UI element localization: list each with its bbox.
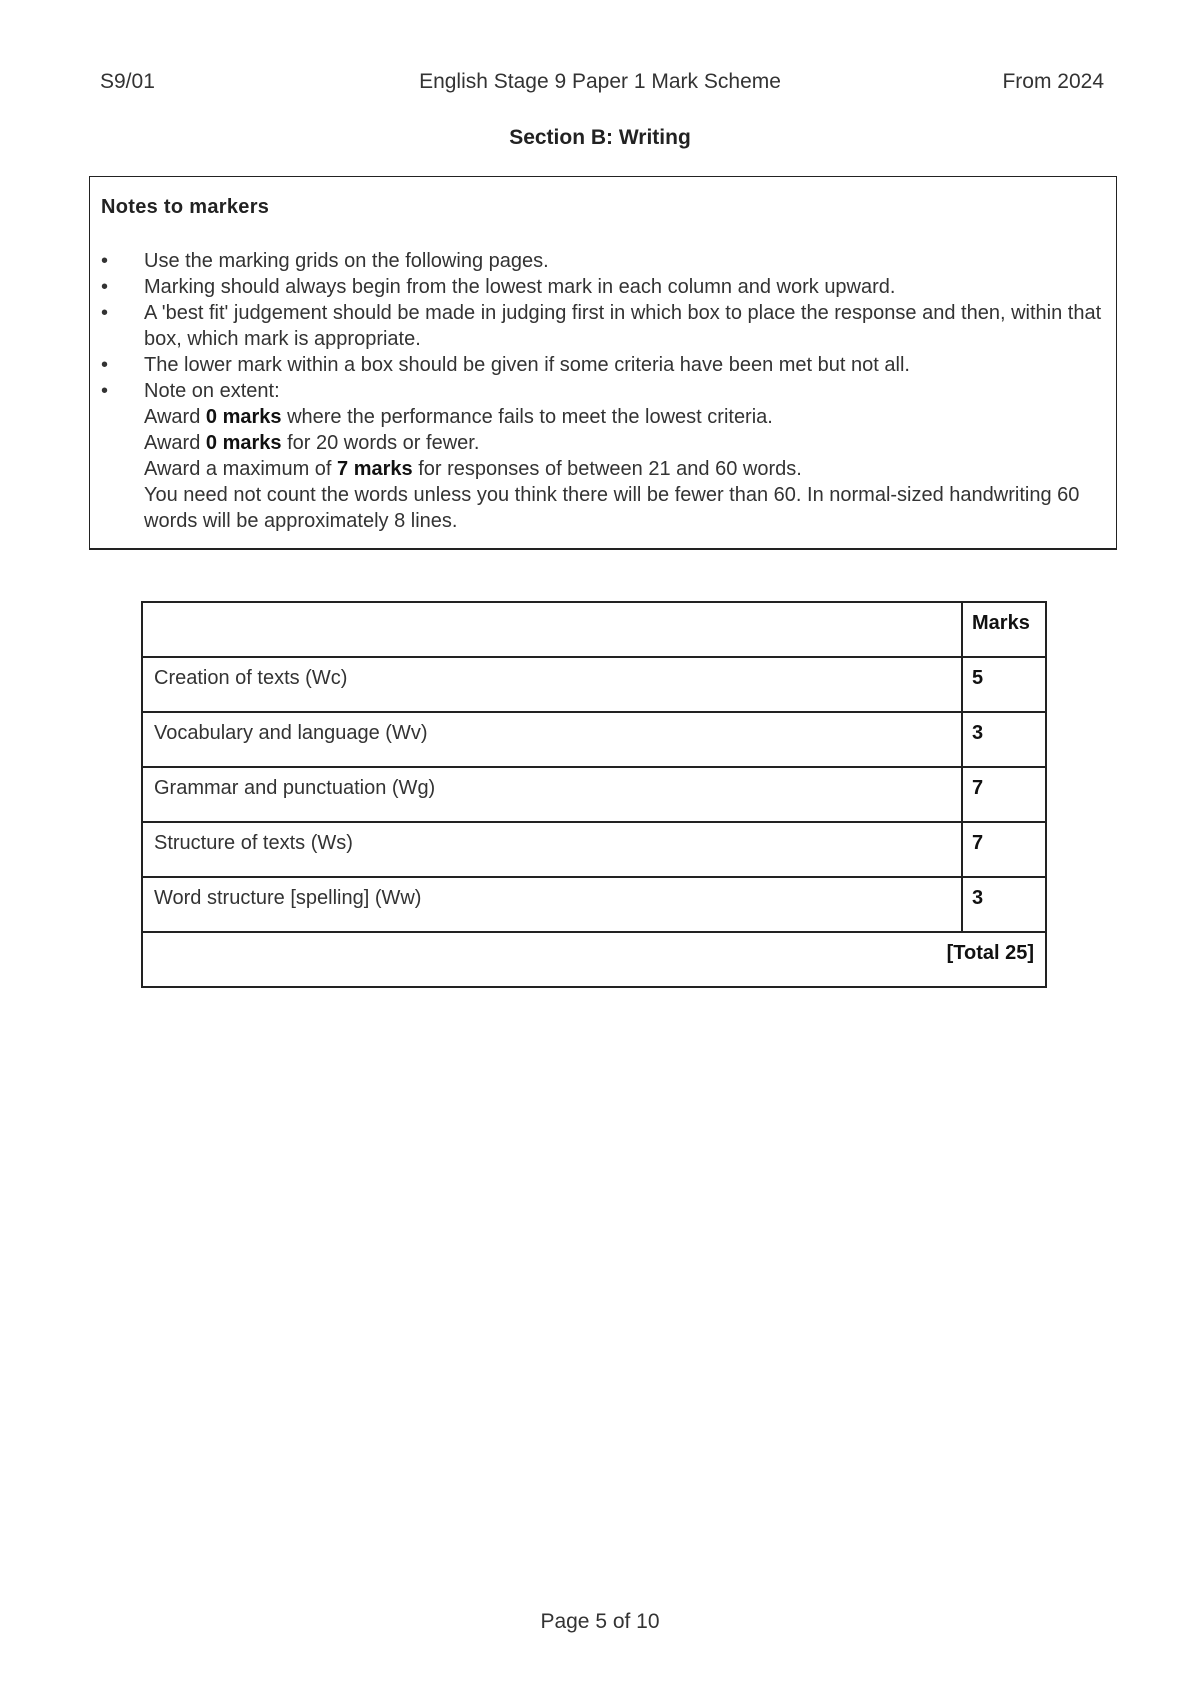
header-title: English Stage 9 Paper 1 Mark Scheme (419, 70, 781, 93)
notes-list (90, 248, 1110, 534)
note-text: A 'best fit' judgement should be made in judging first in which box to place the response and then, within that box, which mark is appropriate. (144, 302, 1102, 350)
list-item (90, 300, 1110, 352)
criterion-marks: 7 (962, 767, 1046, 822)
notes-heading: Notes to markers (101, 196, 270, 218)
marks-column-header: Marks (962, 602, 1046, 657)
header-blank-cell (142, 602, 962, 657)
extent-line-4: You need not count the words unless you think there will be fewer than 60. In normal-sized handwriting 60 words will be approximately 8 lines. (144, 484, 1080, 532)
list-item (90, 352, 1110, 378)
table-row (142, 712, 1046, 767)
note-text: Marking should always begin from the lowest mark in each column and work upward. (144, 276, 896, 298)
bullet-icon: • (101, 276, 109, 298)
extent-line-1: Award 0 marks where the performance fails to meet the lowest criteria. (144, 406, 773, 428)
criterion-marks: 5 (962, 657, 1046, 712)
notes-box (89, 176, 1117, 550)
extent-title: Note on extent: (144, 380, 280, 402)
bullet-icon: • (101, 302, 109, 324)
list-item (90, 248, 1110, 274)
criterion-label: Structure of texts (Ws) (142, 822, 962, 877)
extent-line-2: Award 0 marks for 20 words or fewer. (144, 432, 480, 454)
note-text: Use the marking grids on the following pages. (144, 250, 549, 272)
criterion-marks: 7 (962, 822, 1046, 877)
bullet-icon: • (101, 380, 109, 402)
extent-line-3: Award a maximum of 7 marks for responses of between 21 and 60 words. (144, 458, 802, 480)
criterion-label: Vocabulary and language (Wv) (142, 712, 962, 767)
page-number: Page 5 of 10 (540, 1610, 660, 1633)
header-date: From 2024 (1002, 70, 1104, 93)
criterion-label: Grammar and punctuation (Wg) (142, 767, 962, 822)
table-total-row (142, 932, 1046, 987)
header-code: S9/01 (100, 70, 155, 93)
bullet-icon: • (101, 354, 109, 376)
criterion-marks: 3 (962, 712, 1046, 767)
table-row (142, 657, 1046, 712)
list-item (90, 378, 1110, 534)
criterion-marks: 3 (962, 877, 1046, 932)
criterion-label: Word structure [spelling] (Ww) (142, 877, 962, 932)
note-text: The lower mark within a box should be given if some criteria have been met but not all. (144, 354, 910, 376)
table-header-row (142, 602, 1046, 657)
total-marks: [Total 25] (142, 932, 1046, 987)
table-row (142, 767, 1046, 822)
table-row (142, 877, 1046, 932)
criterion-label: Creation of texts (Wc) (142, 657, 962, 712)
section-title: Section B: Writing (509, 126, 691, 149)
table-row (142, 822, 1046, 877)
list-item (90, 274, 1110, 300)
bullet-icon: • (101, 250, 109, 272)
marks-table (141, 601, 1047, 988)
